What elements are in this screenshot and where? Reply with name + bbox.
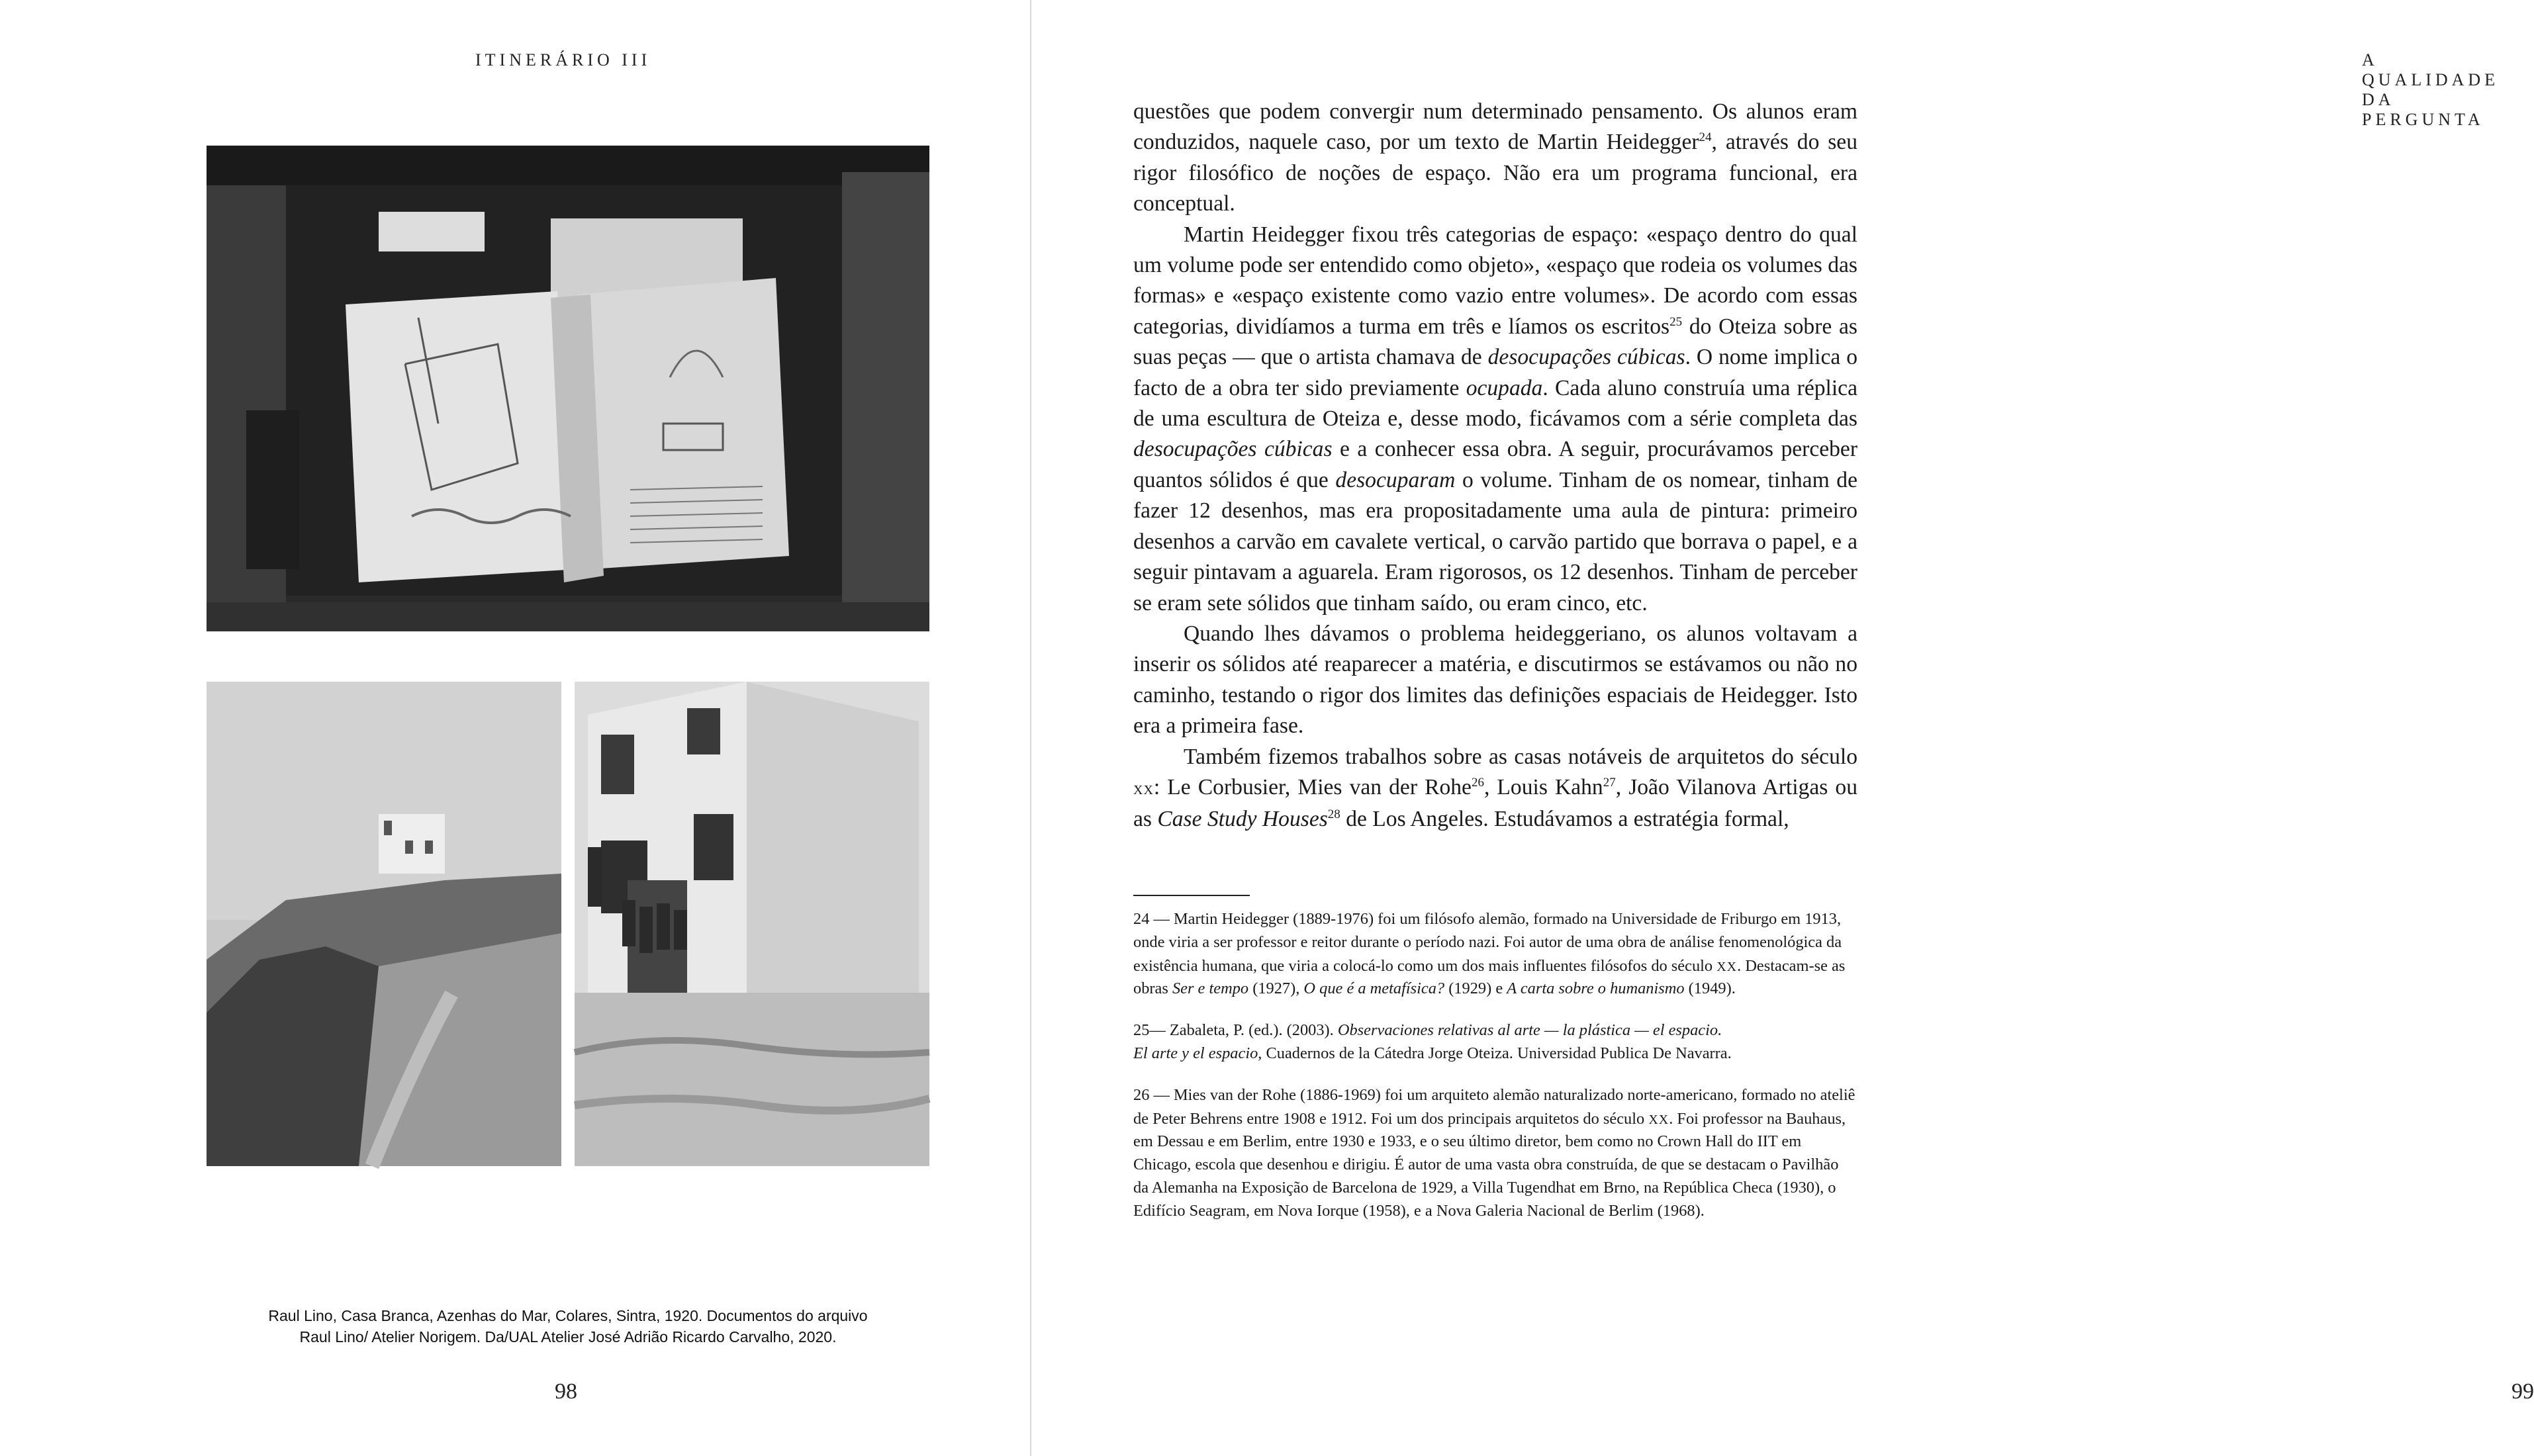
text-run: 25— Zabaleta, P. (ed.). (2003). — [1133, 1021, 1338, 1040]
page-number-right: 99 — [2511, 1379, 2534, 1404]
photo-casa-branca-facade — [575, 682, 929, 1166]
footnote-ref-26[interactable]: 26 — [1471, 775, 1484, 790]
text-run: , João Vilanova Artigas ou as — [1133, 774, 1857, 832]
photo-archive-drawer — [207, 146, 929, 631]
text-run: (1929) e — [1444, 979, 1507, 998]
paragraph-2 — [1133, 220, 1857, 619]
footnote-ref-28[interactable]: 28 — [1327, 807, 1340, 822]
text-run: : Le Corbusier, Mies van der Rohe — [1153, 774, 1472, 799]
italic-title: Ser e tempo — [1172, 979, 1249, 998]
small-caps-century: xx — [1648, 1107, 1669, 1128]
text-run: . Cada aluno construía uma réplica de uma escultura de Oteiza e, desse modo, ficávamos com a série completa das — [1133, 375, 1857, 432]
photo-archive-drawer-image — [207, 146, 929, 631]
italic-title: Observaciones relativas al arte — la plástica — el espacio. — [1337, 1021, 1722, 1040]
photo-casa-branca-cliff — [207, 682, 561, 1166]
italic-term: Case Study Houses — [1157, 807, 1328, 832]
text-run: de Los Angeles. Estudávamos a estratégia formal, — [1340, 807, 1789, 832]
text-run: e a conhecer essa obra. A seguir, procurávamos perceber quantos sólidos é que — [1133, 437, 1857, 492]
text-run: Também fizemos trabalhos sobre as casas notáveis de arquitetos do século — [1184, 744, 1857, 769]
caption-line-1: Raul Lino, Casa Branca, Azenhas do Mar, Colares, Sintra, 1920. Documentos do arquivo — [268, 1307, 868, 1324]
running-head-right: A QUALIDADE DA PERGUNTA — [2362, 50, 2500, 129]
footnote-25 — [1133, 1019, 1857, 1066]
italic-title: El arte y el espacio — [1133, 1044, 1258, 1062]
photo-casa-branca-cliff-image — [207, 682, 561, 1166]
photo-casa-branca-facade-image — [575, 682, 929, 1166]
italic-term: desocupações cúbicas — [1487, 345, 1685, 370]
text-run: (1927), — [1248, 979, 1304, 998]
text-run: , através do seu rigor filosófico de noções de espaço. Não era um programa funcional, era conceptual. — [1133, 130, 1857, 216]
figure-caption — [207, 1305, 929, 1347]
footnote-ref-25[interactable]: 25 — [1669, 314, 1683, 329]
page-number-left: 98 — [555, 1379, 577, 1404]
italic-title: O que é a metafísica? — [1303, 979, 1445, 998]
text-run: Martin Heidegger fixou três categorias de espaço: «espaço dentro do qual um volume pode ser entendido como objeto», «espaço que rodeia os volumes das formas» e «espaço existente como vazio entre volumes». De acordo com essas categorias, dividíamos a turma em três e líamos os escritos — [1133, 222, 1857, 339]
paragraph-1 — [1133, 97, 1857, 220]
caption-line-2: Raul Lino/ Atelier Norigem. Da/UAL Atelier José Adrião Ricardo Carvalho, 2020. — [299, 1328, 837, 1345]
footnote-ref-24[interactable]: 24 — [1699, 130, 1712, 145]
text-run: o volume. Tinham de os nomear, tinham de fazer 12 desenhos, mas era propositadamente uma aula de pintura: primeiro desenhos a carvão em cavalete vertical, o carvão partido que borrava o papel, e a seguir pintavam a aguarela. Eram rigorosos, os 12 desenhos. Tinham de perceber se eram sete sólidos que tinham saído, ou eram cinco, etc. — [1133, 467, 1857, 615]
footnotes — [1133, 908, 1857, 1242]
italic-term: ocupada — [1466, 375, 1543, 400]
footnote-separator — [1133, 895, 1250, 896]
small-caps-century: xx — [1133, 778, 1154, 799]
footnote-26 — [1133, 1084, 1857, 1223]
italic-term: desocuparam — [1335, 467, 1456, 492]
italic-title: A carta sobre o humanismo — [1507, 979, 1685, 998]
text-run: , Cuadernos de la Cátedra Jorge Oteiza. Universidad Publica De Navarra. — [1258, 1044, 1732, 1062]
footnote-ref-27[interactable]: 27 — [1603, 775, 1616, 790]
text-run: . Destacam-se as obras — [1133, 956, 1846, 998]
paragraph-4 — [1133, 742, 1857, 835]
body-text — [1133, 97, 1857, 835]
running-head-left: ITINERÁRIO III — [475, 50, 651, 69]
text-run: do Oteiza sobre as suas peças — que o artista chamava de — [1133, 314, 1857, 370]
left-page — [0, 0, 1030, 1456]
text-run: , Louis Kahn — [1483, 774, 1603, 799]
text-run: 24 — Martin Heidegger (1889-1976) foi um filósofo alemão, formado na Universidade de Friburgo em 1913, onde viria a ser professor e reitor durante o período nazi. Foi autor de uma obra de análise fenomenológica da existência humana, que viria a colocá-lo como um dos mais influentes filósofos do século — [1133, 910, 1842, 975]
italic-term: desocupações cúbicas — [1133, 437, 1333, 462]
text-run: 26 — Mies van der Rohe (1886-1969) foi um arquiteto alemão naturalizado norte-americano, formado no ateliê de Peter Behrens entre 1908 e 1912. Foi um dos principais arquitetos do século — [1133, 1085, 1855, 1128]
text-run: . Foi professor na Bauhaus, em Dessau e em Berlim, entre 1930 e 1933, e o seu último diretor, bem como no Crown Hall do IIT em Chicago, escola que desenhou e dirigiu. É autor de uma vasta obra construída, de que se destacam o Pavilhão da Alemanha na Exposição de Barcelona de 1929, a Villa Tugendhat em Brno, na República Checa (1930), o Edifício Seagram, em Nova Iorque (1958), e a Nova Galeria Nacional de Berlim (1968). — [1133, 1109, 1846, 1220]
text-run: . O nome implica o facto de a obra ter sido previamente — [1133, 345, 1858, 400]
paragraph-3: Quando lhes dávamos o problema heideggeriano, os alunos voltavam a inserir os sólidos até reaparecer a matéria, e discutirmos se estávamos ou não no caminho, testando o rigor dos limites das definições espaciais de Heidegger. Isto era a primeira fase. — [1133, 621, 1857, 739]
text-run: (1949). — [1684, 979, 1736, 998]
small-caps-century: xx — [1716, 954, 1738, 976]
text-run: questões que podem convergir num determinado pensamento. Os alunos eram conduzidos, naquele caso, por um texto de Martin Heidegger — [1133, 99, 1857, 155]
footnote-24 — [1133, 908, 1857, 1001]
